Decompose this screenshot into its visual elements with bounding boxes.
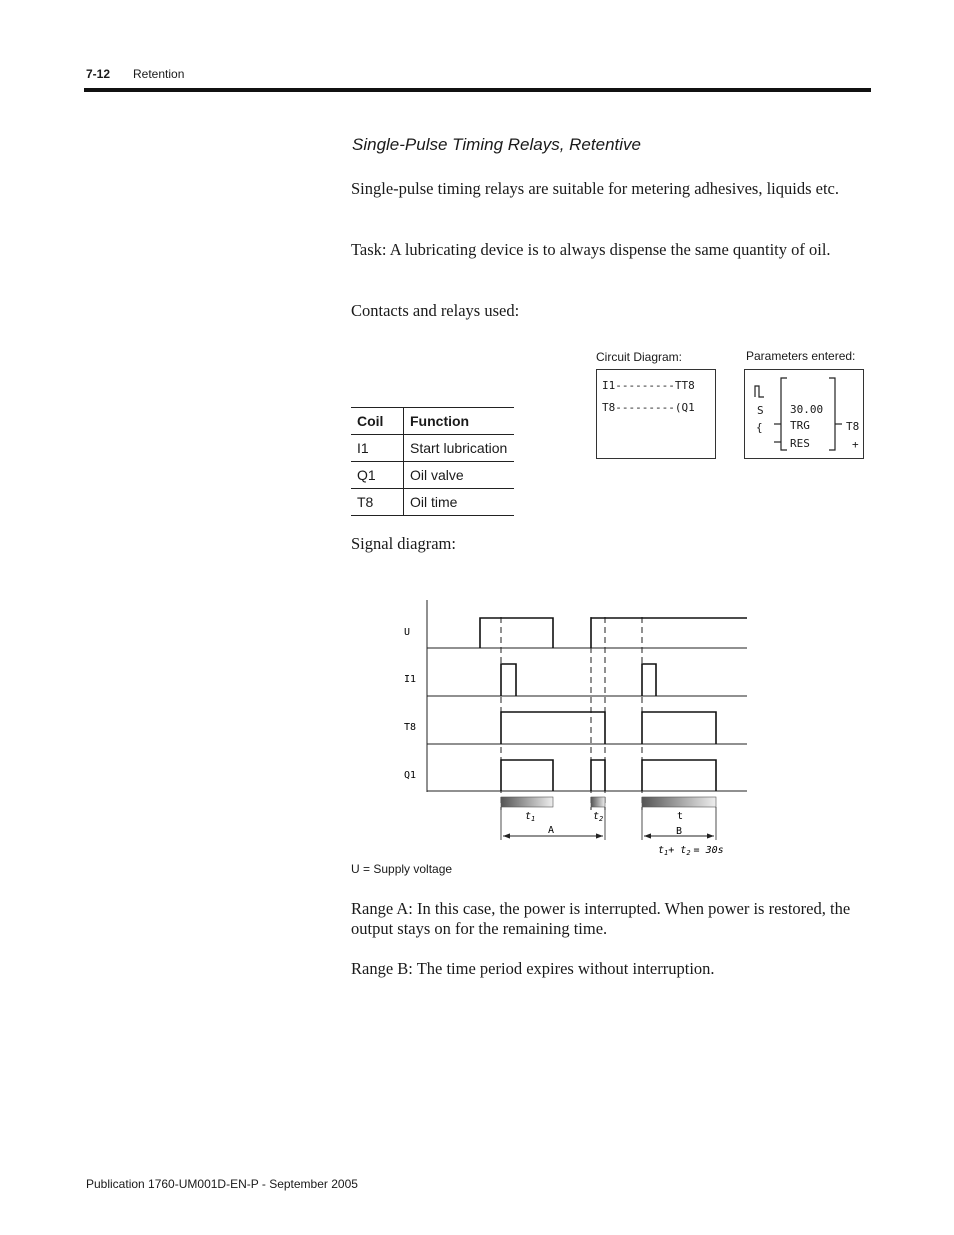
label-t: t xyxy=(677,811,684,822)
left-bracket xyxy=(781,378,787,450)
header-rule xyxy=(84,88,871,92)
publication-footer: Publication 1760-UM001D-EN-P - September 2005 xyxy=(86,1177,358,1191)
range-b-paragraph: Range B: The time period expires without interruption. xyxy=(351,959,715,978)
t8-signal-trace xyxy=(501,712,716,744)
signal-diagram xyxy=(395,595,755,860)
supply-voltage-footnote: U = Supply voltage xyxy=(351,862,453,876)
table-cell: Q1 xyxy=(351,462,404,489)
t-duration-bar xyxy=(642,797,716,807)
label-range-b: B xyxy=(676,826,683,837)
circuit-diagram-box xyxy=(596,369,716,459)
param-value: 30.00 xyxy=(790,403,824,416)
timing-formula: $t_1+ t_2 = 30s$ xyxy=(658,845,724,857)
running-header: Retention xyxy=(133,67,185,81)
params-caption: Parameters entered: xyxy=(746,349,856,363)
table-cell: T8 xyxy=(351,489,404,516)
table-cell: Start lubrication xyxy=(404,435,515,462)
i1-signal-trace xyxy=(501,664,656,696)
right-bracket xyxy=(829,378,835,450)
table-header-function: Function xyxy=(404,408,515,435)
intro-paragraph: Single-pulse timing relays are suitable for metering adhesives, liquids etc. xyxy=(351,179,839,198)
param-brace: { xyxy=(756,421,763,434)
table-row xyxy=(351,435,514,462)
label-t2: $t_2$ xyxy=(593,811,604,823)
label-q1: Q1 xyxy=(404,770,417,781)
t1-duration-bar xyxy=(501,797,553,807)
circuit-caption: Circuit Diagram: xyxy=(596,350,683,364)
t2-duration-bar xyxy=(591,797,605,807)
table-cell: Oil valve xyxy=(404,462,515,489)
page-number: 7-12 xyxy=(86,67,111,81)
table-row xyxy=(351,462,514,489)
param-t8: T8 xyxy=(846,420,860,433)
coil-function-table xyxy=(351,407,514,516)
q1-signal-trace xyxy=(501,760,716,791)
task-paragraph: Task: A lubricating device is to always dispense the same quantity of oil. xyxy=(351,240,831,259)
table-row xyxy=(351,489,514,516)
parameters-box xyxy=(744,369,864,459)
circuit-line-1: I1---------TT8 xyxy=(602,379,695,392)
param-res: RES xyxy=(790,437,810,450)
table-cell: I1 xyxy=(351,435,404,462)
param-trg: TRG xyxy=(790,419,810,432)
dashed-time-markers xyxy=(501,617,642,810)
table-header-row xyxy=(351,408,514,435)
param-plus: + xyxy=(852,438,859,451)
table-header-coil: Coil xyxy=(351,408,404,435)
label-t1: $t_1$ xyxy=(525,811,536,823)
label-range-a: A xyxy=(548,825,555,836)
signal-caption: Signal diagram: xyxy=(351,534,456,553)
circuit-line-2: T8---------(Q1 xyxy=(602,401,695,414)
section-title: Single-Pulse Timing Relays, Retentive xyxy=(352,135,641,154)
u-signal-trace xyxy=(480,618,747,648)
label-u: U xyxy=(404,627,411,638)
table-cell: Oil time xyxy=(404,489,515,516)
label-t8: T8 xyxy=(404,722,417,733)
single-pulse-icon xyxy=(755,386,764,397)
contacts-paragraph: Contacts and relays used: xyxy=(351,301,520,320)
label-i1: I1 xyxy=(404,674,417,685)
param-s: S xyxy=(757,404,764,417)
range-a-paragraph: Range A: In this case, the power is interrupted. When power is restored, the output stays on for the remaining time. xyxy=(351,899,851,938)
